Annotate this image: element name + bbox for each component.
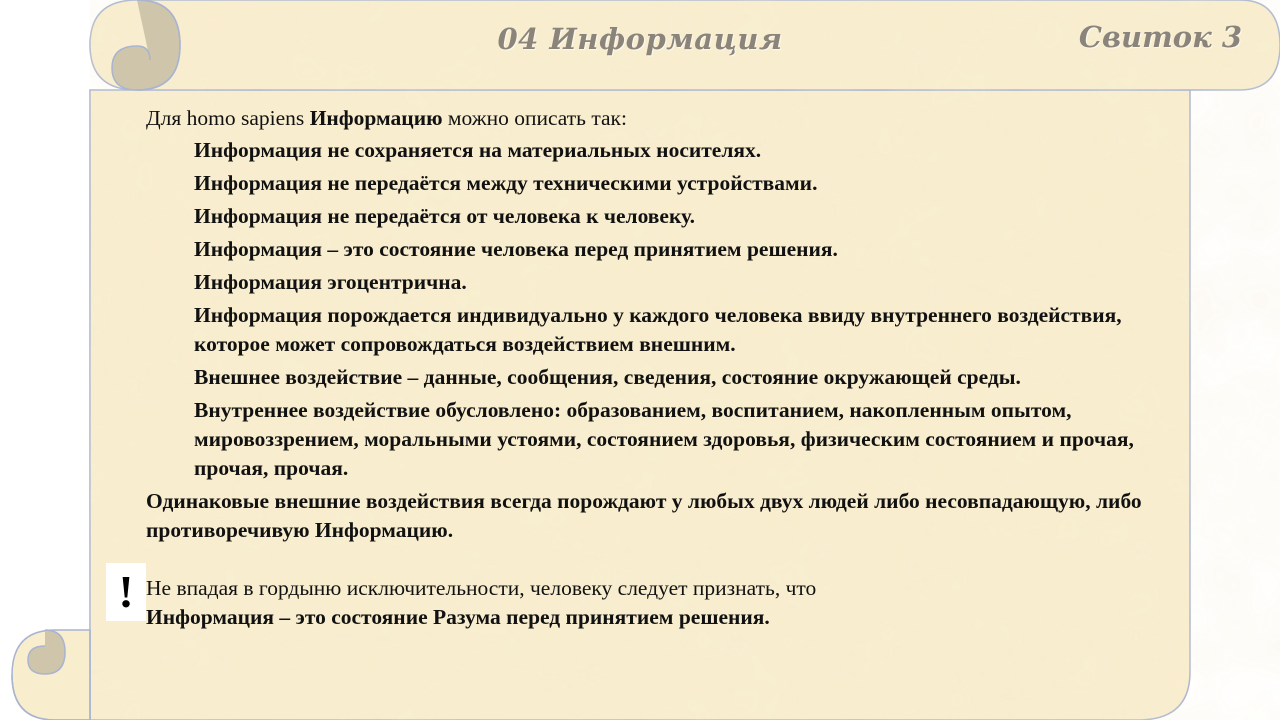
- intro-bold-word: Информацию: [309, 106, 443, 130]
- intro-prefix: Для homo sapiens: [146, 106, 310, 130]
- list-item: Внешнее воздействие – данные, сообщения, сведения, состояние окружающей среды.: [194, 365, 1021, 389]
- content-body: [146, 104, 1146, 632]
- conclusion-paragraph: Одинаковые внешние воздействия всегда порождают у любых двух людей либо несовпадающую, либо противоречивую Информацию.: [146, 489, 1142, 542]
- list-item: Информация – это состояние человека перед принятием решения.: [194, 237, 838, 261]
- list-item: Информация не сохраняется на материальных носителях.: [194, 138, 762, 162]
- intro-line: [146, 104, 1146, 133]
- list-item: Информация не передаётся между техническими устройствами.: [194, 171, 818, 195]
- final-line-2: Информация – это состояние Разума перед принятием решения.: [146, 605, 770, 629]
- final-line-1: Не впадая в гордыню исключительности, человеку следует признать, что: [146, 576, 817, 600]
- page-title: 04 Информация: [497, 22, 783, 56]
- list-item: Информация не передаётся от человека к человеку.: [194, 204, 695, 228]
- list-item: Информация порождается индивидуально у каждого человека ввиду внутреннего воздействия, которое может сопровождаться воздействием внешним.: [194, 303, 1122, 356]
- scroll-number-label: Свиток 3: [1078, 20, 1242, 54]
- exclamation-icon: !: [106, 563, 146, 621]
- list-item: Внутреннее воздействие обусловлено: образованием, воспитанием, накопленным опытом, мировоззрением, моральными устоями, состоянием здоровья, физическим состоянием и прочая, прочая, прочая.: [194, 398, 1134, 480]
- list-item: Информация эгоцентрична.: [194, 270, 467, 294]
- intro-suffix: можно описать так:: [442, 106, 627, 130]
- spacer: [146, 545, 1146, 574]
- statement-list: [146, 136, 1146, 483]
